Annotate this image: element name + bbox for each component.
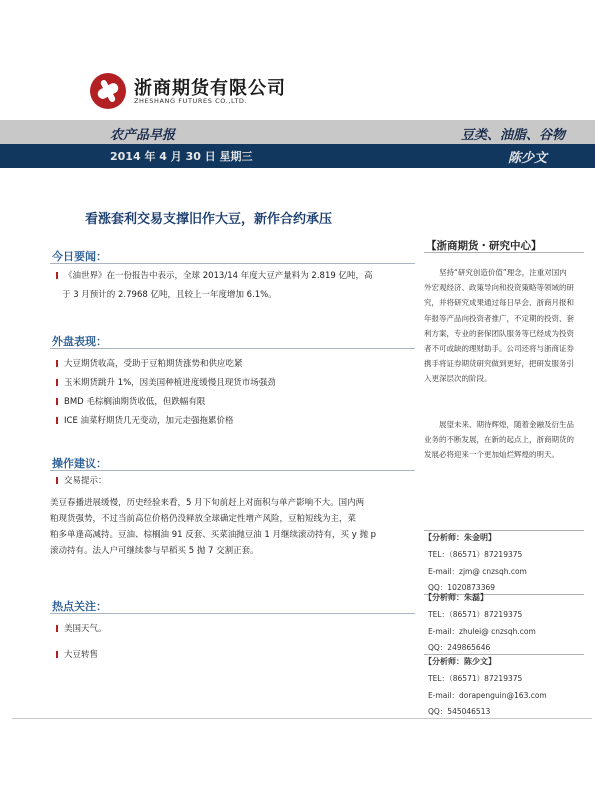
report-author: 陈少文 (507, 151, 547, 166)
list-item: ICE 油菜籽期货几无变动，加元走强拖累价格 (56, 414, 234, 429)
section-heading-advice: 操作建议： (52, 457, 107, 470)
report-sectors: 豆类、油脂、谷物 (460, 128, 565, 143)
right-column-divider (424, 252, 584, 253)
bullet-marker-icon (56, 272, 58, 279)
advice-line: 粕现货强势，不过当前高位价格仍没释放全球确定性增产风险，豆粕短线为主，菜 (50, 514, 357, 524)
section-divider (50, 613, 415, 614)
bullet-marker-icon (56, 417, 58, 424)
bullet-marker-icon (56, 477, 58, 484)
list-item: 大豆转售 (56, 648, 98, 663)
list-item-continued: 于 3 月预计的 2.7968 亿吨，且较上一年度增加 6.1%。 (62, 290, 277, 300)
analyst-divider (424, 654, 584, 655)
bullet-marker-icon (56, 379, 58, 386)
analyst-name: 【分析师：朱磊】 (424, 593, 488, 602)
list-item: BMD 毛棕榈油期货收低，但跌幅有限 (56, 395, 205, 410)
company-logo-icon (90, 73, 126, 109)
company-name: 浙商期货有限公司 (134, 78, 286, 99)
analyst-tel: TEL：（86571）87219375 (428, 674, 523, 683)
list-item: 大豆期货收高，受助于豆粕期货涨势和供应吃紧 (56, 357, 243, 372)
page-title: 看涨套利交易支撑旧作大豆，新作合约承压 (85, 212, 333, 227)
footer-divider (12, 718, 592, 719)
analyst-divider (424, 530, 584, 531)
analyst-tel: TEL：（86571）87219375 (428, 610, 523, 619)
research-center-intro: 坚持“研究创造价值”理念，注重对国内外宏观经济、政策导向和投资策略等领域的研究，并将研究成果通过每日早会、浙商月报和年报等产品向投资者推广，不定期的投资、套利方案，专业的套保团队服务等已经成为投资者不可或缺的理财助手。公司还将与浙商证券携手将证券期货研究做到更好，把研发服务引入更深层次的阶段。 (424, 268, 574, 384)
advice-line: 滚动持有。法人户可继续参与早稻买 5 抛 7 交割正套。 (50, 546, 259, 556)
bullet-marker-icon (56, 625, 58, 632)
analyst-tel: TEL：（86571）87219375 (428, 550, 523, 559)
research-center-outlook: 展望未来、期待辉煌，随着金融及衍生品业务的不断发展，在新的起点上，浙商期货的发展必将迎来一个更加灿烂辉煌的明天。 (424, 420, 574, 460)
report-date: 2014 年 4 月 30 日 星期三 (110, 150, 253, 163)
analyst-qq: QQ：545046513 (428, 707, 491, 716)
report-type: 农产品早报 (110, 128, 176, 143)
section-divider (50, 348, 415, 349)
bullet-marker-icon (56, 360, 58, 367)
analyst-email: E-mail：zhulei@ cnzsqh.com (428, 627, 536, 636)
advice-line: 粕多单逢高减持。豆油、棕榈油 91 反套、买菜油抛豆油 1 月继续滚动持有，买 y 抛 p (50, 530, 377, 540)
section-heading-overseas: 外盘表现： (52, 335, 107, 348)
advice-line: 美豆春播进展缓慢，历史经验来看，5 月下旬前赶上对面积与单产影响不大。国内两 (50, 498, 365, 508)
list-item: 《油世界》在一份报告中表示，全球 2013/14 年度大豆产量料为 2.819 亿吨，高 (56, 269, 416, 284)
analyst-email: E-mail：dorapenguin@163.com (428, 691, 547, 700)
analyst-name: 【分析师：陈少文】 (424, 657, 496, 666)
analyst-qq: QQ：249865646 (428, 643, 491, 652)
list-item: 美国天气。 (56, 622, 107, 637)
research-center-title: 【浙商期货・研究中心】 (426, 240, 542, 252)
header-blue-band (0, 144, 595, 168)
list-item: 玉米期货跳升 1%，因美国种植进度缓慢且现货市场强劲 (56, 376, 276, 391)
section-divider (50, 470, 415, 471)
trade-tip-label: 交易提示： (56, 474, 107, 489)
bullet-marker-icon (56, 398, 58, 405)
section-heading-news: 今日要闻： (52, 250, 107, 263)
section-divider (50, 263, 415, 264)
bullet-marker-icon (56, 651, 58, 658)
analyst-name: 【分析师：朱金明】 (424, 533, 496, 542)
analyst-email: E-mail：zjm@ cnzsqh.com (428, 567, 527, 576)
section-heading-hot: 热点关注： (52, 600, 107, 613)
analyst-qq: QQ：1020873369 (428, 583, 496, 592)
company-name-en: ZHESHANG FUTURES CO.,LTD. (134, 97, 248, 105)
